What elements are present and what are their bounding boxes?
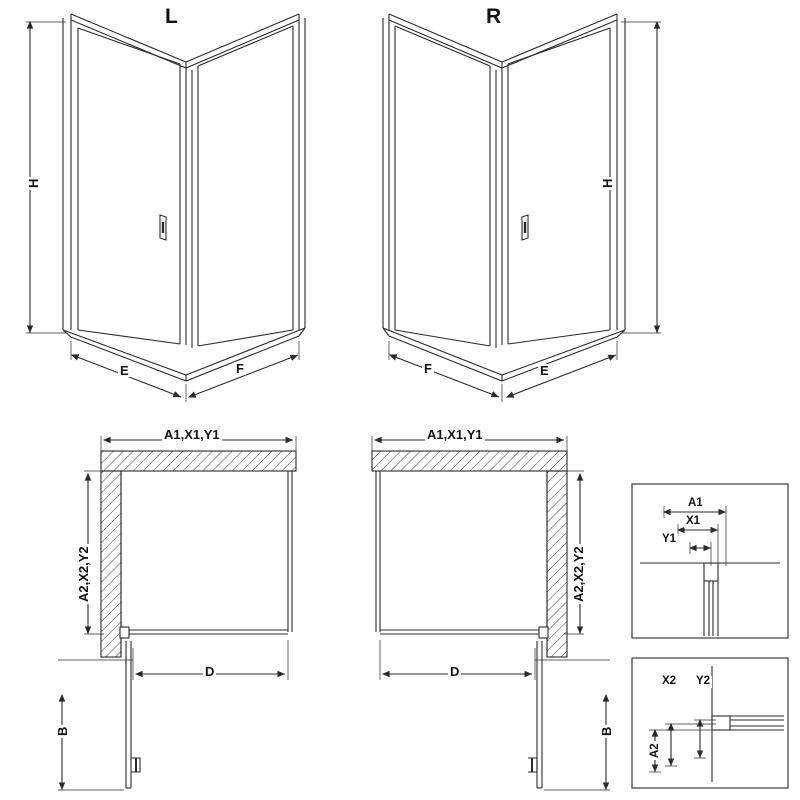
dimension-label-a2x2y2-right: A2,X2,Y2	[571, 546, 586, 602]
view-title-right: R	[486, 5, 502, 28]
dimension-label-h-right: H	[600, 178, 615, 188]
dimension-label-a1x1y1-right: A1,X1,Y1	[427, 427, 483, 442]
detail-label-y2: Y2	[696, 675, 711, 687]
detail-label-x2: X2	[662, 675, 677, 687]
detail-profile-horizontal	[632, 484, 788, 638]
dimension-label-e-left: E	[120, 363, 129, 378]
dimension-label-d-right: D	[450, 664, 460, 679]
plan-view-left	[55, 436, 296, 790]
dimension-label-d-left: D	[205, 664, 215, 679]
dimension-label-h-left: H	[26, 178, 41, 188]
detail-label-y1: Y1	[662, 533, 677, 545]
view-title-left: L	[165, 5, 178, 28]
perspective-view-right	[383, 14, 661, 402]
dimension-label-a1x1y1-left: A1,X1,Y1	[164, 427, 220, 442]
dimension-label-f-right: F	[424, 361, 432, 376]
dimension-label-b-left: B	[55, 726, 70, 736]
detail-label-a1: A1	[688, 497, 703, 509]
detail-label-a2: A2	[649, 743, 661, 758]
dimension-label-e-right: E	[540, 363, 549, 378]
dimension-label-a2x2y2-left: A2,X2,Y2	[76, 546, 91, 602]
detail-label-x1: X1	[686, 515, 701, 527]
perspective-view-left	[26, 14, 305, 402]
dimension-label-f-left: F	[236, 361, 244, 376]
dimension-label-b-right: B	[599, 726, 614, 736]
plan-view-right	[372, 436, 610, 790]
